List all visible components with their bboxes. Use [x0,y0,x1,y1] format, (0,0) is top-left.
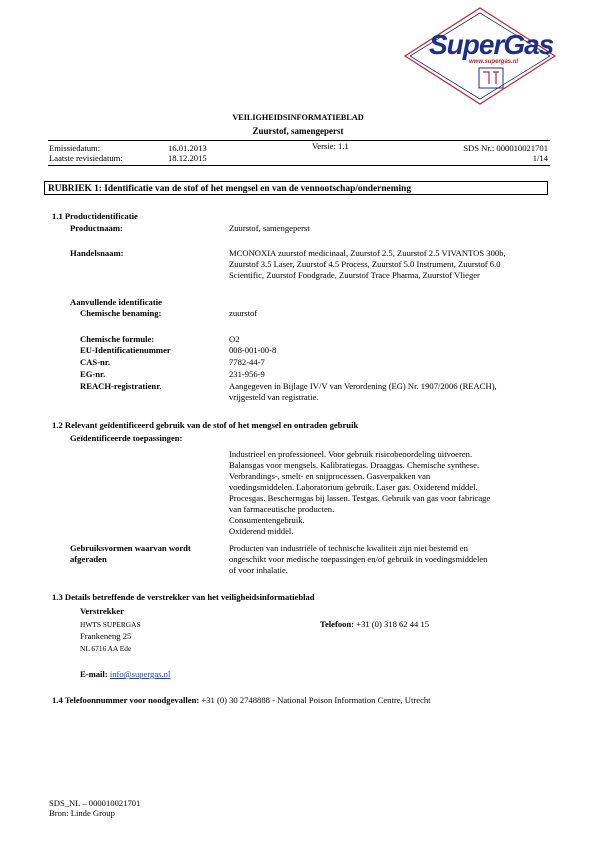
email-label: E-mail: [80,669,108,679]
reach-line: vrijgesteld van registratie. [229,392,319,402]
emergency-phone-text: +31 (0) 30 2748888 - National Poison Information Centre, Utrecht [201,695,431,705]
supplier-phone [320,619,429,630]
logo-brand: SuperGas [429,29,554,60]
chemical-name-label: Chemische benaming: [80,308,162,318]
chemical-formula: O2 [229,334,240,344]
cas-label: CAS-nr. [80,357,111,367]
emergency-phone-label: 1.4 Telefoonnummer voor noodgevallen: [52,695,200,705]
advised-against [229,543,487,576]
product-name-label: Productnaam: [70,223,123,233]
version: Versie: 1.1 [312,141,349,151]
subsection-1-3-title: 1.3 Details betreffende de verstrekker van het veiligheidsinformatieblad [52,592,315,602]
phone-label: Telefoon: [320,619,355,629]
header-rule-bottom [48,165,550,166]
use-line: Consumentengebruik. [229,515,305,525]
footer-source: Bron: Linde Group [49,808,115,818]
subsection-1-1-title: 1.1 Productidentificatie [52,211,138,221]
cas-number: 7782-44-7 [229,357,265,367]
reach-label: REACH-registratienr. [80,381,162,391]
advised-against-line: ongeschikt voor medische toepassingen en/of gebruik in voedingsmiddelen [229,554,488,564]
logo-website: www.supergas.nl [469,59,519,65]
chemical-formula-label: Chemische formule: [80,334,155,344]
use-line: Procesgas. Beschermgas bij lassen. Testgas. Gebruik van gas voor fabricage [229,493,491,503]
header-rule-top [48,140,550,141]
trade-name-line: MCONOXIA zuurstof medicinaal, Zuurstof 2.5, Zuurstof 2.5 VIVANTOS 300b, [229,248,506,258]
identified-uses-label: Geïdentificeerde toepassingen: [70,433,183,443]
footer-doc-id: SDS_NL – 000010021701 [49,798,141,808]
trade-name-line: Zuurstof 3.5 Laser, Zuurstof 4.5 Process, Zuurstof 5.0 Instrument, Zuurstof 6.0 [229,259,501,269]
section-heading: RUBRIEK 1: Identificatie van de stof of het mengsel en van de vennootschap/onderneming [44,181,548,195]
supplier-street: Frankeneng 25 [80,631,132,641]
chemical-name: zuurstof [229,308,258,318]
advised-against-label-line: afgeraden [70,554,107,564]
trade-name-label: Handelsnaam: [70,248,124,258]
advised-against-line: of voor inhalatie. [229,565,288,575]
use-line: van farmaceutische producten. [229,504,335,514]
use-line: Industrieel en professioneel. Voor gebruik risicobeoordeling uitvoeren. [229,449,473,459]
supplier-label: Verstrekker [80,606,124,616]
eu-id: 008-001-00-8 [229,345,277,355]
use-line: voedingsmiddelen. Laboratorium gebruik. Laser gas. Oxiderend middel. [229,482,478,492]
company-logo [403,6,558,106]
identified-uses [229,449,490,537]
document-title: VEILIGHEIDSINFORMATIEBLAD [232,113,364,122]
supplier-city: NL 6716 AA Ede [80,644,132,653]
use-line: Balansgas voor mengsels. Kalibratiegas. Draaggas. Chemische synthese. [229,460,480,470]
emergency-phone [52,695,431,706]
additional-identification-label: Aanvullende identificatie [70,297,162,307]
document-subtitle: Zuurstof, samengeperst [252,126,344,136]
issue-date-label: Emissiedatum: [49,143,101,153]
eg-number: 231-956-9 [229,369,265,379]
email-link[interactable]: info@supergas.nl [109,669,171,679]
page-number: 1/14 [532,153,548,163]
advised-against-label-line: Gebruiksvormen waarvan wordt [70,543,191,553]
eg-label: EG-nr. [80,369,106,379]
advised-against-line: Producten van industriële of technische kwaliteit zijn niet bestemd en [229,543,468,553]
phone-number: +31 (0) 318 62 44 15 [356,619,430,629]
product-name: Zuurstof, samengeperst [229,223,310,233]
reach-registration [229,381,497,403]
subsection-1-2-title: 1.2 Relevant geïdentificeerd gebruik van de stof of het mengsel en ontraden gebruik [52,420,359,430]
revision-date: 18.12.2015 [168,153,207,163]
reach-line: Aangegeven in Bijlage IV/V van Verordening (EG) Nr. 1907/2006 (REACH), [229,381,497,391]
advised-against-label [70,543,191,565]
use-line: Oxiderend middel. [229,526,294,536]
trade-name-line: Scientific, Zuurstof Foodgrade, Zuurstof Trace Pharma, Zuurstof Vlieger [229,270,480,280]
issue-date: 16.01.2013 [168,143,207,153]
supplier-email [80,669,170,680]
eu-id-label: EU-Identificatienummer [80,345,171,355]
sds-number: SDS Nr.: 000010021701 [463,143,548,153]
trade-name [229,248,506,281]
revision-date-label: Laatste revisiedatum: [49,153,123,163]
supplier-name: HWTS SUPERGAS [80,620,141,629]
use-line: Verbrandings-, smelt- en snijprocessen. Gasverpakken van [229,471,431,481]
